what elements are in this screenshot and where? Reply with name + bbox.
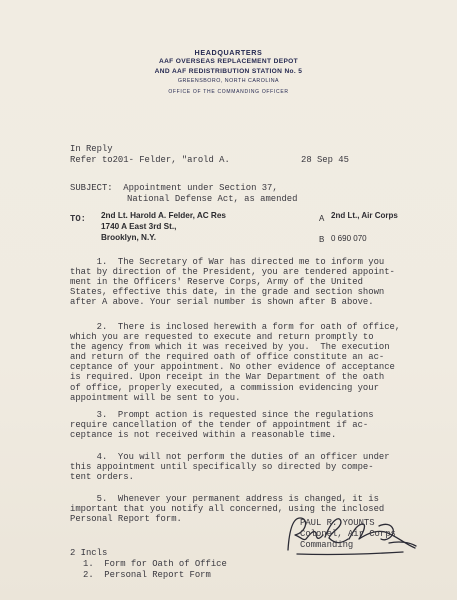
paragraph-line: of office, properly executed, a commission evidencing your [70, 382, 379, 393]
paragraph-line: appointment will be sent to you. [70, 392, 241, 403]
paragraph-line: which you are requested to execute and return promptly to [70, 332, 374, 343]
in-reply-line: In Reply [70, 144, 113, 154]
appointment-grade: 2nd Lt., Air Corps [331, 211, 398, 220]
letterhead-station: AND AAF REDISTRIBUTION STATION No. 5 [154, 68, 303, 75]
paragraph-line: 5. Whenever your permanent address is changed, it is [70, 494, 379, 504]
addressee-city: Brooklyn, N.Y. [101, 233, 157, 242]
grade-marker: A [319, 214, 325, 223]
paragraph-line: that by direction of the President, you are tendered appoint- [70, 267, 395, 278]
refer-to-line: Refer to201- Felder, "arold A. [70, 155, 230, 165]
paragraph-line: Personal Report form. [70, 514, 182, 525]
paragraph-line: 2. There is inclosed herewith a form for oath of office, [70, 322, 401, 332]
paragraph-3 [70, 410, 374, 440]
paragraph-line: ceptance is not received within a reasonable time. [70, 430, 337, 441]
addressee-name: 2nd Lt. Harold A. Felder, AC Res [101, 211, 226, 220]
letterhead-office: OFFICE OF THE COMMANDING OFFICER [168, 89, 289, 95]
paragraph-line: this appointment until specifically so directed by compe- [70, 462, 374, 473]
signer-rank: Colonel, Air Corps [300, 529, 396, 539]
enclosure-item: 1. Form for Oath of Office [83, 559, 227, 569]
letterhead-depot: AAF OVERSEAS REPLACEMENT DEPOT [158, 58, 299, 65]
letterhead-title: HEADQUARTERS [194, 48, 263, 57]
serial-number: 0 690 070 [331, 234, 367, 243]
subject-continuation: National Defense Act, as amended [127, 194, 298, 204]
enclosure-item: 2. Personal Report Form [83, 570, 211, 580]
to-label: TO: [70, 214, 86, 224]
paragraph-line: ceptance of your appointment. No other evidence of acceptance [70, 362, 395, 373]
signer-name: PAUL R. YOUNTS [300, 518, 375, 528]
paragraph-line: States, effective this date, in the grade and section shown [70, 287, 385, 298]
paragraph-line: tent orders. [70, 472, 134, 483]
letterhead-location: GREENSBORO, NORTH CAROLINA [177, 78, 280, 84]
paragraph-line: require cancellation of the tender of appointment if ac- [70, 420, 369, 431]
enclosures-heading: 2 Incls [70, 548, 108, 558]
paragraph-line: 1. The Secretary of War has directed me to inform you [70, 257, 385, 267]
paragraph-line: after A above. Your serial number is shown after B above. [70, 297, 374, 308]
paragraph-line: and return of the required oath of office constitute an ac- [70, 352, 385, 363]
paragraph-line: 3. Prompt action is requested since the regulations [70, 410, 374, 420]
addressee-street: 1740 A East 3rd St., [101, 222, 177, 231]
letter-date: 28 Sep 45 [301, 155, 349, 165]
paragraph-line: ment in the Officers' Reserve Corps, Army of the United [70, 277, 363, 288]
paragraph-line: important that you notify all concerned, using the inclosed [70, 504, 385, 515]
paragraph-4 [70, 452, 390, 482]
paragraph-line: is required. Upon receipt in the War Department of the oath [70, 372, 385, 383]
signer-role: Commanding [300, 540, 354, 550]
paragraph-line: 4. You will not perform the duties of an officer under [70, 452, 390, 462]
paragraph-1 [70, 257, 395, 307]
paragraph-2 [70, 322, 400, 403]
serial-marker: B [319, 235, 325, 244]
paragraph-line: the agency from which it was received by you. The execution [70, 342, 390, 353]
subject-line: SUBJECT: Appointment under Section 37, [70, 183, 278, 193]
